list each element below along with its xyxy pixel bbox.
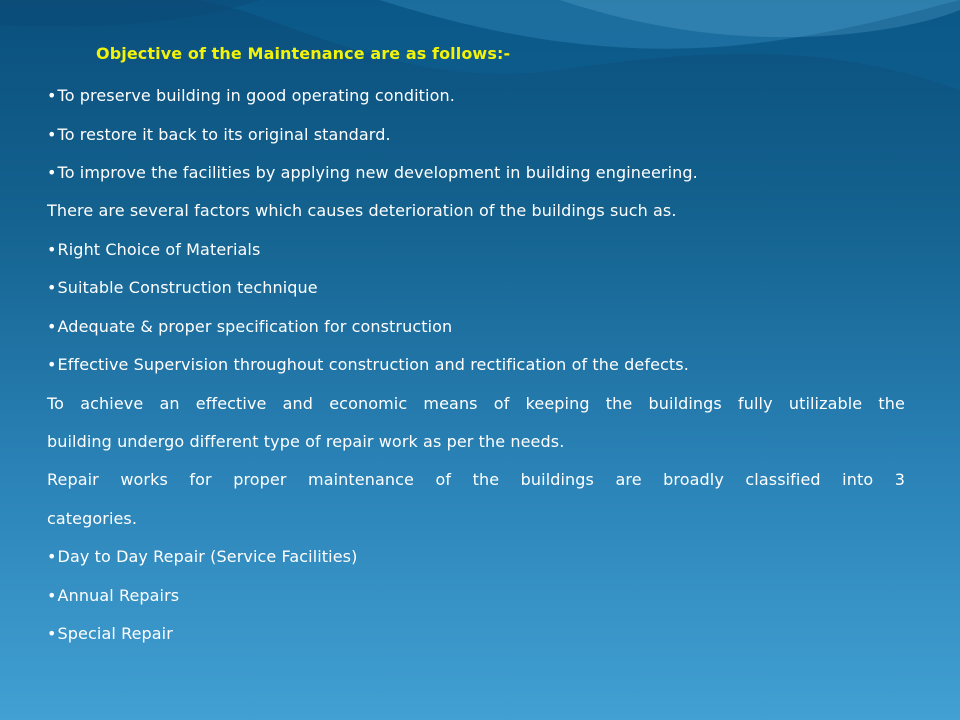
factor-item-2: •Suitable Construction technique: [47, 278, 318, 297]
bullet-icon: •: [47, 240, 57, 259]
repair-item-3: •Special Repair: [47, 624, 173, 643]
achieve-paragraph-line-1: To achieve an effective and economic means of keeping the buildings fully utilizable the: [47, 394, 905, 413]
bullet-icon: •: [47, 317, 57, 336]
repair-paragraph-line-2: categories.: [47, 509, 138, 528]
repair-paragraph-line-1: Repair works for proper maintenance of the buildings are broadly classified into 3: [47, 470, 905, 489]
slide-heading: Objective of the Maintenance are as follows:-: [96, 44, 511, 63]
bullet-icon: •: [47, 125, 57, 144]
bullet-icon: •: [47, 278, 57, 297]
repair-item-2: •Annual Repairs: [47, 586, 180, 605]
factor-item-4: •Effective Supervision throughout construction and rectification of the defects.: [47, 355, 689, 374]
bullet-icon: •: [47, 355, 57, 374]
repair-item-1: •Day to Day Repair (Service Facilities): [47, 547, 358, 566]
factor-item-3: •Adequate & proper specification for construction: [47, 317, 453, 336]
factor-item-1: •Right Choice of Materials: [47, 240, 261, 259]
bullet-icon: •: [47, 547, 57, 566]
bullet-icon: •: [47, 86, 57, 105]
achieve-paragraph-line-2: building undergo different type of repair work as per the needs.: [47, 432, 565, 451]
factors-intro: There are several factors which causes deterioration of the buildings such as.: [47, 201, 677, 220]
objective-item-3: •To improve the facilities by applying new development in building engineering.: [47, 163, 698, 182]
bullet-icon: •: [47, 163, 57, 182]
bullet-icon: •: [47, 586, 57, 605]
objective-item-1: •To preserve building in good operating condition.: [47, 86, 455, 105]
bullet-icon: •: [47, 624, 57, 643]
objective-item-2: •To restore it back to its original standard.: [47, 125, 391, 144]
